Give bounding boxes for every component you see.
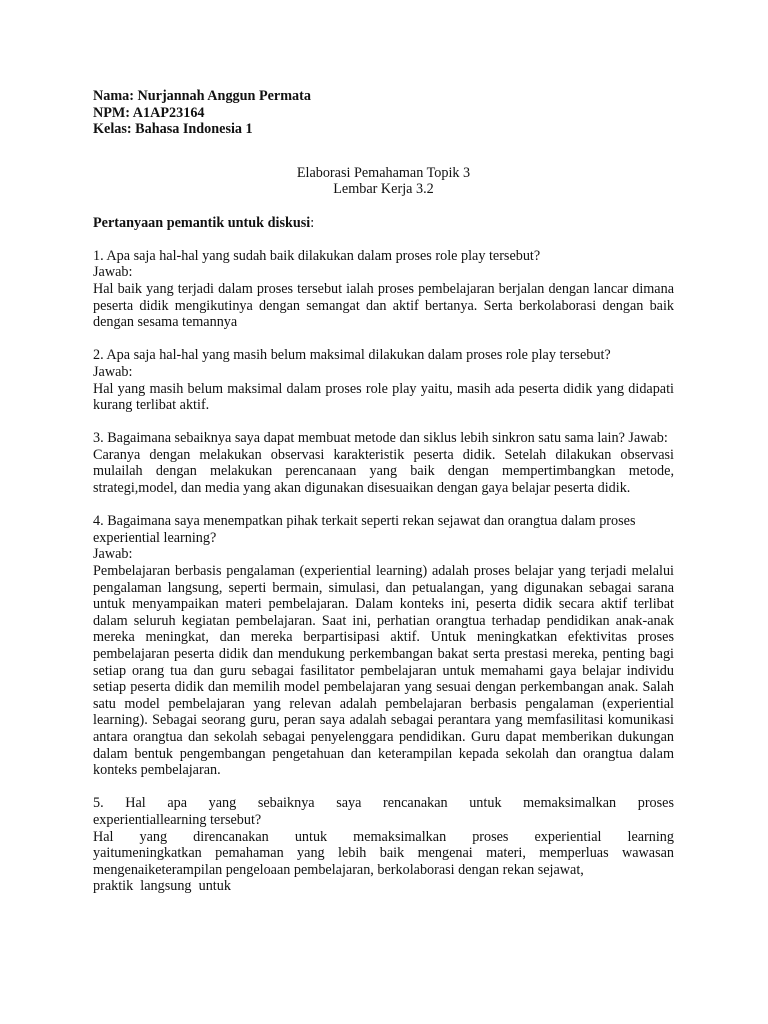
question-text-line-1: 5. Hal apa yang sebaiknya saya rencanakan untuk memaksimalkan proses — [93, 795, 674, 812]
question-block-2 — [93, 347, 674, 413]
answer-text-line-1: Hal yang direncanakan untuk memaksimalkan proses experiential learning — [93, 828, 674, 845]
jawab-label: Jawab: — [93, 264, 133, 281]
answer-text: Caranya dengan melakukan observasi karakteristik peserta didik. Setelah dilakukan observasi mulailah dengan melakukan perencanaan yang baik dengan mempertimbangkan metode, strategi,model, dan media yang akan digunakan disesuaikan dengan gaya belajar peserta didik. — [93, 446, 674, 497]
jawab-label: Jawab: — [93, 363, 133, 380]
answer-text: Hal baik yang terjadi dalam proses tersebut ialah proses pembelajaran berjalan dengan lancar dimana peserta didik mengikutinya dengan semangat dan aktif bertanya. Serta berkolaborasi dengan baik dengan sesama temannya — [93, 280, 674, 331]
answer-text: Hal yang masih belum maksimal dalam proses role play yaitu, masih ada peserta didik yang didapati kurang terlibat aktif. — [93, 380, 674, 414]
question-text: 1. Apa saja hal-hal yang sudah baik dilakukan dalam proses role play tersebut? — [93, 247, 541, 264]
document-page — [93, 88, 674, 895]
question-text: 3. Bagaimana sebaiknya saya dapat membuat metode dan siklus lebih sinkron satu sama lain? Jawab: — [93, 430, 668, 447]
question-block-4 — [93, 513, 674, 779]
question-block-5 — [93, 795, 674, 895]
section-heading-line — [93, 215, 674, 232]
section-heading: Pertanyaan pemantik untuk diskusi — [93, 214, 311, 231]
question-block-1 — [93, 248, 674, 331]
answer-text: Pembelajaran berbasis pengalaman (experiential learning) adalah proses belajar yang terjadi melalui pengalaman langsung, seperti bermain, simulasi, dan petualangan, yang digunakan sebagai sarana untuk menyampaikan materi pembelajaran. Dalam konteks ini, peserta didik secara aktif terlibat dalam seluruh kegiatan pembelajaran. Saat ini, perhatian orangtua terhadap pendidikan anak-anak mereka meningkat, dan mereka berpartisipasi aktif. Untuk meningkatkan efektivitas proses pembelajaran peserta didik dan mendukung perkembangan bakat serta prestasi mereka, penting bagi setiap orang tua dan guru sebagai fasilitator pembelajaran untuk memahami gaya belajar individu setiap peserta didik dan memilih model pembelajaran yang sesuai dengan perkembangan anak. Salah satu model pembelajaran yang relevan adalah pembelajaran berbasis pengalaman (experiential learning). Sebagai seorang guru, peran saya adalah sebagai perantara yang memfasilitasi komunikasi antara orangtua dan sekolah sebagai penyelenggara pendidikan. Guru dapat memberikan dukungan dalam bentuk pengembangan pengetahuan dan keterampilan kepada sekolah dan orangtua dalam konteks pembelajaran. — [93, 563, 674, 779]
student-name: Nama: Nurjannah Anggun Permata — [93, 88, 311, 104]
question-text: 4. Bagaimana saya menempatkan pihak terkait seperti rekan sejawat dan orangtua dalam proses experiential learning? — [93, 513, 636, 546]
jawab-label: Jawab: — [93, 546, 133, 563]
student-class: Kelas: Bahasa Indonesia 1 — [93, 121, 253, 138]
document-title — [93, 165, 674, 198]
question-text: 2. Apa saja hal-hal yang masih belum maksimal dilakukan dalam proses role play tersebut? — [93, 347, 611, 364]
section-heading-colon: : — [310, 214, 315, 231]
answer-text: yaitumeningkatkan pemahaman yang lebih baik mengenai materi, memperluas wawasan mengenaiketerampilan pengeloaan pembelajaran, berkolaborasi dengan rekan sejawat, — [93, 845, 674, 878]
student-npm: NPM: A1AP23164 — [93, 104, 205, 121]
student-header — [93, 88, 674, 138]
question-text-line-2: experientiallearning tersebut? — [93, 811, 262, 828]
question-block-3 — [93, 430, 674, 496]
answer-text-last: praktik langsung untuk — [93, 878, 231, 895]
title-line-2: Lembar Kerja 3.2 — [333, 181, 434, 198]
title-line-1: Elaborasi Pemahaman Topik 3 — [296, 164, 471, 181]
